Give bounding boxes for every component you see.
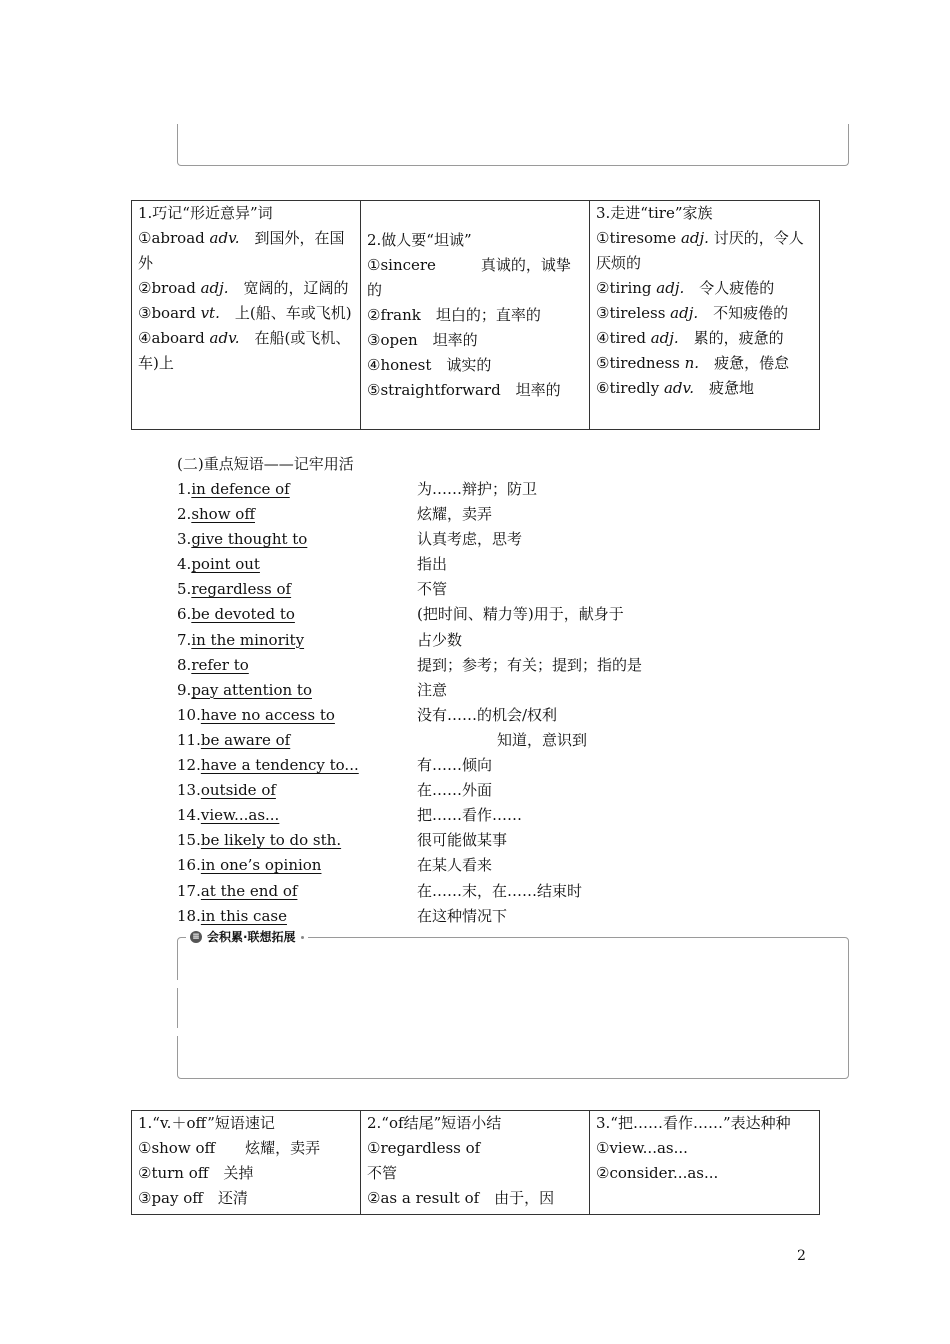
col-title: 1.“v.＋off”短语速记 — [138, 1114, 275, 1132]
list-item: ④honest 诚实的 — [367, 355, 492, 374]
vocab-table — [131, 200, 820, 430]
phrase-zh: 在……外面 — [417, 781, 493, 800]
list-item: 8.refer to 提到；参考；有关；提到；指的是 — [177, 655, 643, 674]
phrase-zh: (把时间、精力等)用于，献身于 — [417, 605, 624, 624]
list-item: ⑤straightforward 坦率的 — [367, 380, 561, 399]
list-item: ③open 坦率的 — [367, 330, 478, 349]
col-form-similar — [132, 201, 361, 430]
phrase-en: in defence of — [191, 480, 290, 498]
phrase-zh: 提到；参考；有关；提到；指的是 — [417, 655, 643, 674]
phrase-zh: 在这种情况下 — [417, 906, 508, 925]
stack-icon: ≡ — [190, 931, 202, 943]
phrase-en: be aware of — [200, 730, 291, 749]
list-item: ③pay off 还清 — [138, 1189, 248, 1207]
list-item: ①show off 炫耀，卖弄 — [138, 1139, 321, 1157]
list-item: 3.give thought to 认真考虑，思考 — [177, 530, 523, 549]
list-item: ②consider...as... — [596, 1164, 719, 1182]
list-item: ②tiring adj. 令人疲倦的 — [596, 279, 775, 297]
extension-box-frame — [177, 937, 849, 1079]
list-item: 11.be aware of 知道，意识到 — [177, 730, 588, 749]
top-box-frame — [177, 124, 849, 166]
list-item: ②turn off 关掉 — [138, 1164, 254, 1182]
page-number: 2 — [797, 1248, 806, 1264]
list-item: ⑥tiredly adv. 疲惫地 — [596, 379, 755, 397]
list-item: ①sincere 真诚的，诚挚的 — [367, 255, 571, 299]
phrase-en: have no access to — [200, 705, 335, 724]
dot-icon — [301, 936, 304, 939]
list-item: 10.have no access to 没有……的机会/权利 — [177, 705, 558, 724]
phrase-zh: 注意 — [417, 680, 448, 699]
phrase-zh: 很可能做某事 — [417, 831, 508, 850]
phrase-zh: 在……末，在……结束时 — [417, 881, 583, 900]
phrase-en: point out — [191, 555, 260, 574]
phrase-en: in the minority — [191, 630, 305, 649]
phrase-en: in this case — [200, 906, 287, 925]
col-title: 3.走进“tire”家族 — [596, 204, 713, 222]
badge-label: 会积累·联想拓展 — [207, 930, 296, 944]
phrase-zh: 占少数 — [417, 630, 463, 649]
phrase-zh: 指出 — [417, 555, 448, 574]
phrase-en: show off — [191, 505, 255, 524]
list-item: ①tiresome adj. 讨厌的，令人厌烦的 — [596, 229, 804, 272]
list-item: ⑤tiredness n. 疲惫，倦怠 — [596, 354, 790, 372]
phrase-en: have a tendency to... — [200, 756, 359, 775]
phrase-zh: 没有……的机会/权利 — [417, 705, 558, 724]
phrase-en: at the end of — [200, 881, 298, 900]
list-item: 13.outside of 在……外面 — [177, 781, 493, 800]
list-item: ②broad adj. 宽阔的，辽阔的 — [138, 279, 349, 297]
phrase-en: be devoted to — [191, 605, 295, 624]
col-title: 3.“把……看作……”表达种种 — [596, 1114, 791, 1132]
phrase-en: view...as... — [200, 806, 280, 825]
list-item: 14.view...as... 把……看作…… — [177, 806, 523, 825]
phrase-list — [177, 478, 737, 930]
col-tire-family — [590, 201, 820, 430]
list-item: ④tired adj. 累的，疲惫的 — [596, 329, 784, 347]
list-item: 17.at the end of 在……末，在……结束时 — [177, 881, 583, 900]
section-title: (二)重点短语——记牢用活 — [177, 455, 354, 473]
col-v-off — [132, 1111, 361, 1215]
frame-gap — [177, 1028, 848, 1036]
list-item: 9.pay attention to 注意 — [177, 680, 448, 699]
phrase-en: regardless of — [191, 580, 292, 599]
list-item: 6.be devoted to (把时间、精力等)用于，献身于 — [177, 605, 624, 624]
phrase-zh: 在某人看来 — [417, 856, 493, 875]
phrase-zh: 有……倾向 — [417, 756, 493, 775]
col-title: 1.巧记“形近意异”词 — [138, 204, 273, 222]
list-item: ①regardless of — [367, 1139, 481, 1157]
list-item: ④aboard adv. 在船(或飞机、车)上 — [138, 329, 351, 372]
phrase-en: be likely to do sth. — [200, 831, 342, 850]
col-title: 2.做人要“坦诚” — [367, 230, 472, 249]
phrase-zh: 认真考虑，思考 — [417, 530, 523, 549]
list-item: 1.in defence of 为……辩护；防卫 — [177, 480, 538, 498]
section-badge — [186, 928, 308, 946]
list-item: 18.in this case 在这种情况下 — [177, 906, 508, 925]
list-item: 2.show off 炫耀，卖弄 — [177, 505, 493, 524]
list-item: ②as a result of 由于，因 — [367, 1189, 555, 1207]
phrase-en: pay attention to — [191, 680, 312, 699]
frame-gap — [177, 980, 848, 988]
phrase-en: give thought to — [191, 530, 308, 549]
phrase-zh: 把……看作…… — [417, 806, 523, 825]
list-item: 12.have a tendency to... 有……倾向 — [177, 756, 493, 775]
list-item: ①view...as... — [596, 1139, 688, 1157]
phrase-zh: 知道，意识到 — [497, 730, 588, 749]
list-item: ②frank 坦白的；直率的 — [367, 305, 541, 324]
phrase-zh: 炫耀，卖弄 — [417, 505, 493, 524]
list-item: ③tireless adj. 不知疲倦的 — [596, 304, 789, 322]
col-title: 2.“of结尾”短语小结 — [367, 1114, 502, 1132]
list-item: 4.point out 指出 — [177, 555, 448, 574]
list-item: 7.in the minority 占少数 — [177, 630, 463, 649]
list-item: 15.be likely to do sth. 很可能做某事 — [177, 831, 508, 850]
phrase-en: refer to — [191, 655, 249, 674]
list-item: ③board vt. 上(船、车或飞机) — [138, 304, 352, 322]
col-sincere — [361, 201, 590, 430]
phrase-zh: 为……辩护；防卫 — [417, 480, 538, 498]
col-of-ending — [361, 1111, 590, 1215]
phrase-zh: 不管 — [417, 580, 448, 599]
phrase-en: in one’s opinion — [200, 856, 322, 875]
phrase-en: outside of — [200, 781, 276, 800]
list-item: ①abroad adv. 到国外，在国外 — [138, 229, 345, 272]
phrase-summary-table — [131, 1110, 820, 1215]
list-item: 16.in one’s opinion 在某人看来 — [177, 856, 493, 875]
list-item: 不管 — [367, 1164, 398, 1182]
col-view-as — [590, 1111, 820, 1215]
list-item: 5.regardless of 不管 — [177, 580, 448, 599]
